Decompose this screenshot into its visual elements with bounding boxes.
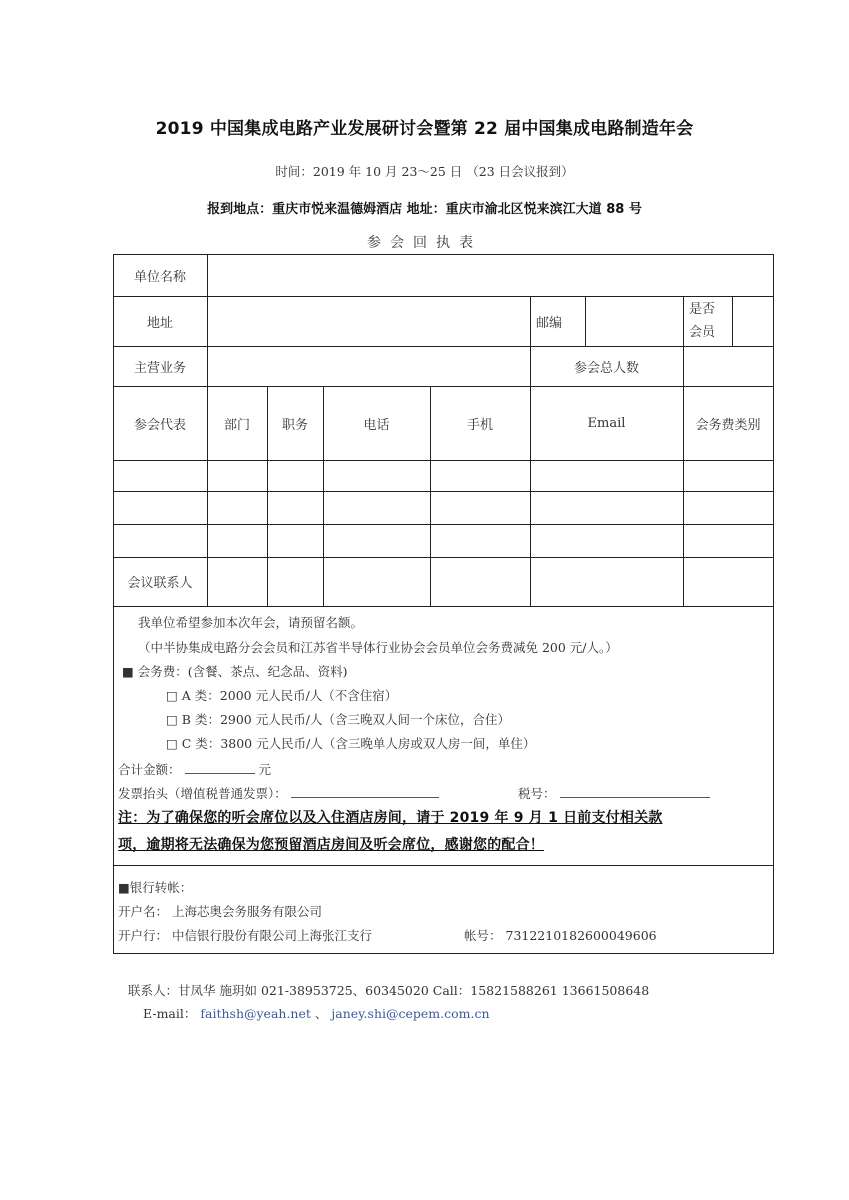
row-divider <box>113 491 774 492</box>
member-label-line1: 是否 <box>689 302 716 317</box>
address-label: 地址 <box>146 315 173 331</box>
member-input[interactable] <box>733 297 773 346</box>
col-header-department: 部门 <box>223 417 250 433</box>
table-border-right <box>773 254 774 954</box>
address-input[interactable] <box>208 297 530 346</box>
bank-value: 中信银行股份有限公司上海张江支行 <box>172 928 373 943</box>
col-header-fee-category: 会务费类别 <box>695 417 761 433</box>
bank-heading: ■银行转帐： <box>118 880 193 895</box>
fee-heading: ■ 会务费：(含餐、茶点、纪念品、资料) <box>122 664 348 679</box>
email-label: E-mail： <box>143 1006 197 1021</box>
event-time: 时间：2019 年 10 月 23～25 日 （23 日会议报到） <box>275 164 574 179</box>
row-divider <box>113 524 774 525</box>
fee-option-b[interactable]: □ B 类：2900 元人民币/人（含三晚双人间一个床位，合住） <box>166 712 510 727</box>
bank-row <box>118 926 372 944</box>
tax-label: 税号： <box>518 786 556 801</box>
col-header-representative: 参会代表 <box>133 417 186 433</box>
email-link-2[interactable]: janey.shi@cepem.com.cn <box>331 1006 490 1021</box>
invoice-row <box>118 784 439 802</box>
email-separator: 、 <box>314 1006 332 1021</box>
discount-text: （中半协集成电路分会会员和江苏省半导体行业协会会员单位会务费减免 200 元/人。） <box>138 640 618 655</box>
fee-option-a[interactable]: □ A 类：2000 元人民币/人（不含住宿） <box>166 688 398 703</box>
account-name-value: 上海芯奥会务服务有限公司 <box>172 904 323 919</box>
row-divider <box>113 460 774 461</box>
member-label <box>683 296 732 346</box>
account-no-row <box>464 926 657 944</box>
form-title: 参会回执表 <box>367 235 482 251</box>
fee-option-c[interactable]: □ C 类：3800 元人民币/人（含三晚单人房或双人房一间，单住） <box>166 736 536 751</box>
col-header-mobile: 手机 <box>466 417 493 433</box>
row-divider <box>113 557 774 558</box>
postcode-input[interactable] <box>586 297 683 346</box>
page-title: 2019 中国集成电路产业发展研讨会暨第 22 届中国集成电路制造年会 <box>155 119 694 139</box>
total-amount-label: 合计金额： <box>118 762 181 777</box>
tax-row <box>518 784 710 802</box>
email-link-1[interactable]: faithsh@yeah.net <box>200 1006 311 1021</box>
payment-note-line1: 注：为了确保您的听会席位以及入住酒店房间，请于 2019 年 9 月 1 日前支付相关款 <box>118 810 663 826</box>
email-line <box>143 1004 490 1022</box>
postcode-label: 邮编 <box>536 315 563 331</box>
total-amount-input[interactable] <box>185 761 255 774</box>
payment-note-line2: 项，逾期将无法确保为您预留酒店房间及听会席位，感谢您的配合！ <box>118 837 544 853</box>
account-name-row <box>118 902 322 920</box>
unit-name-input[interactable] <box>208 255 773 296</box>
tax-input[interactable] <box>560 785 710 798</box>
col-header-email: Email <box>587 415 626 431</box>
account-no-value: 7312210182600049606 <box>505 928 657 943</box>
row-divider <box>113 865 774 866</box>
contact-line: 联系人：甘凤华 施玥如 021-38953725、60345020 Call：15821588261 13661508648 <box>128 983 650 998</box>
account-name-label: 开户名： <box>118 904 169 919</box>
table-border-bottom <box>113 953 774 954</box>
account-no-label: 帐号： <box>464 928 502 943</box>
row-divider <box>113 606 774 607</box>
total-attendees-label: 参会总人数 <box>573 360 639 376</box>
business-input[interactable] <box>208 347 530 386</box>
col-header-phone: 电话 <box>363 417 390 433</box>
col-header-position: 职务 <box>281 417 308 433</box>
total-attendees-input[interactable] <box>684 347 773 386</box>
event-location: 报到地点：重庆市悦来温德姆酒店 地址：重庆市渝北区悦来滨江大道 88 号 <box>207 202 642 217</box>
bank-label: 开户行： <box>118 928 169 943</box>
business-label: 主营业务 <box>133 360 186 376</box>
unit-name-label: 单位名称 <box>133 269 186 285</box>
invoice-input[interactable] <box>291 785 439 798</box>
total-amount-row <box>118 760 271 778</box>
invoice-label: 发票抬头（增值税普通发票）： <box>118 786 287 801</box>
member-label-line2: 会员 <box>689 325 716 340</box>
contact-person-label: 会议联系人 <box>127 576 193 591</box>
intro-text: 我单位希望参加本次年会，请预留名额。 <box>138 615 364 630</box>
total-amount-unit: 元 <box>258 762 271 777</box>
